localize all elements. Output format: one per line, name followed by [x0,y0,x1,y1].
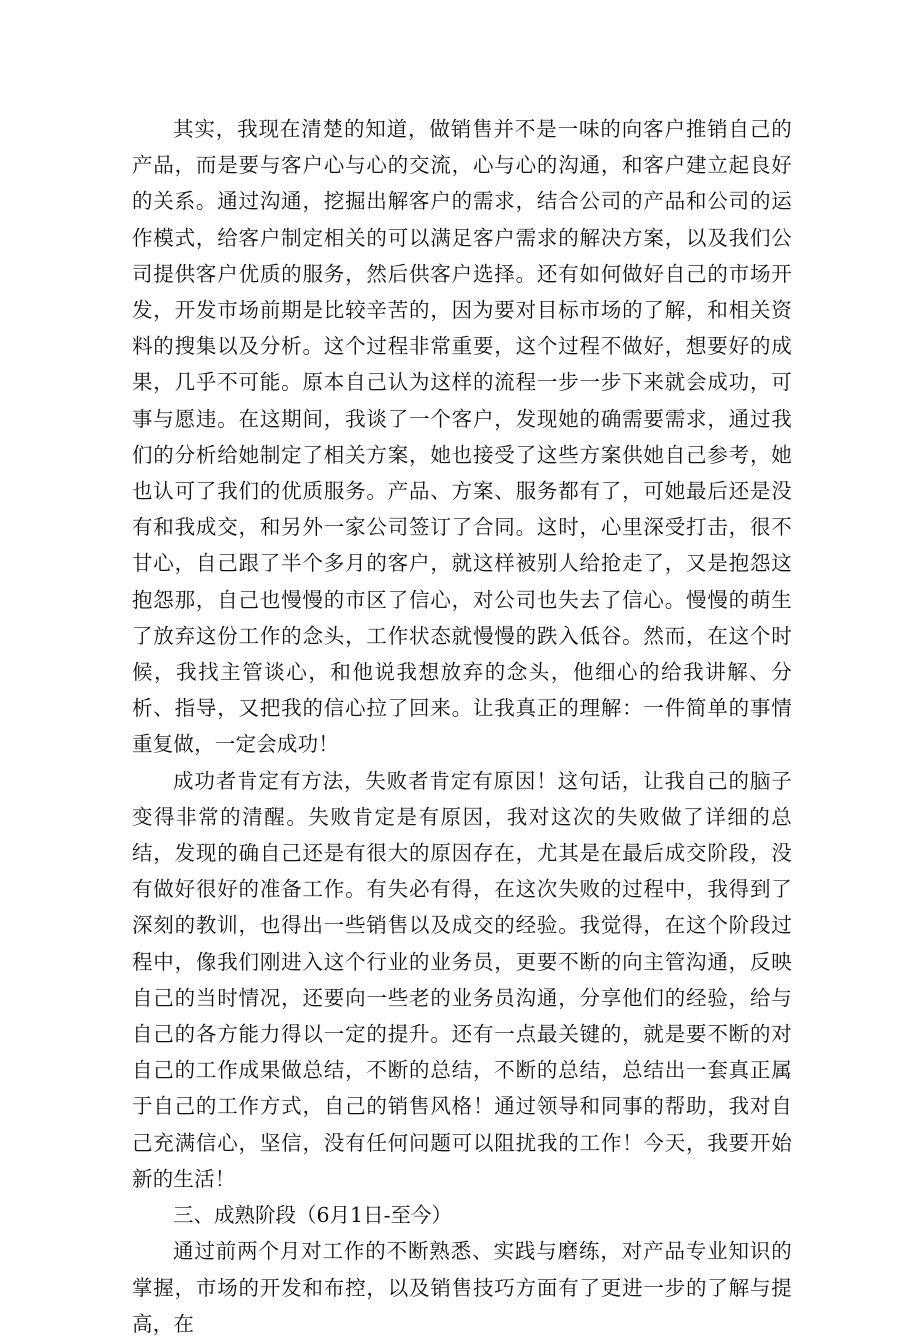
section-heading: 三、成熟阶段（6月1日-至今） [173,1203,453,1228]
body-paragraph-1: 其实，我现在清楚的知道，做销售并不是一味的向客户推销自己的产品，而是要与客户心与心的交流，心与心的沟通，和客户建立起良好的关系。通过沟通，挖掘出解客户的需求，结合公司的产品和公司的运作模式，给客户制定相关的可以满足客户需求的解决方案，以及我们公司提供客户优质的服务，然后供客户选择。还有如何做好自己的市场开发，开发市场前期是比较辛苦的，因为要对目标市场的了解，和相关资料的搜集以及分析。这个过程非常重要，这个过程不做好，想要好的成果，几乎不可能。原本自己认为这样的流程一步一步下来就会成功，可事与愿违。在这期间，我谈了一个客户，发现她的确需要需求，通过我们的分析给她制定了相关方案，她也接受了这些方案供她自己参考，她也认可了我们的优质服务。产品、方案、服务都有了，可她最后还是没有和我成交，和另外一家公司签订了合同。这时，心里深受打击，很不甘心，自己跟了半个多月的客户，就这样被别人给抢走了，又是抱怨这抱怨那，自己也慢慢的市区了信心，对公司也失去了信心。慢慢的萌生了放弃这份工作的念头，工作状态就慢慢的跌入低谷。然而，在这个时候，我找主管谈心，和他说我想放弃的念头，他细心的给我讲解、分析、指导，又把我的信心拉了回来。让我真正的理解：一件简单的事情重复做，一定会成功！ [132,117,792,757]
body-paragraph-2: 成功者肯定有方法，失败者肯定有原因！这句话，让我自己的脑子变得非常的清醒。失败肯定是有原因，我对这次的失败做了详细的总结，发现的确自己还是有很大的原因存在，尤其是在最后成交阶段，没有做好很好的准备工作。有失必有得，在这次失败的过程中，我得到了深刻的教训，也得出一些销售以及成交的经验。我觉得，在这个阶段过程中，像我们刚进入这个行业的业务员，更要不断的向主管沟通，反映自己的当时情况，还要向一些老的业务员沟通，分享他们的经验，给与自己的各方能力得以一定的提升。还有一点最关键的，就是要不断的对自己的工作成果做总结，不断的总结，不断的总结，总结出一套真正属于自己的工作方式，自己的销售风格！通过领导和同事的帮助，我对自己充满信心，坚信，没有任何问题可以阻扰我的工作！今天，我要开始新的生活！ [132,768,792,1191]
body-paragraph-3: 通过前两个月对工作的不断熟悉、实践与磨练，对产品专业知识的掌握，市场的开发和布控，以及销售技巧方面有了更进一步的了解与提高，在 [132,1239,792,1336]
document-page [132,111,792,1342]
